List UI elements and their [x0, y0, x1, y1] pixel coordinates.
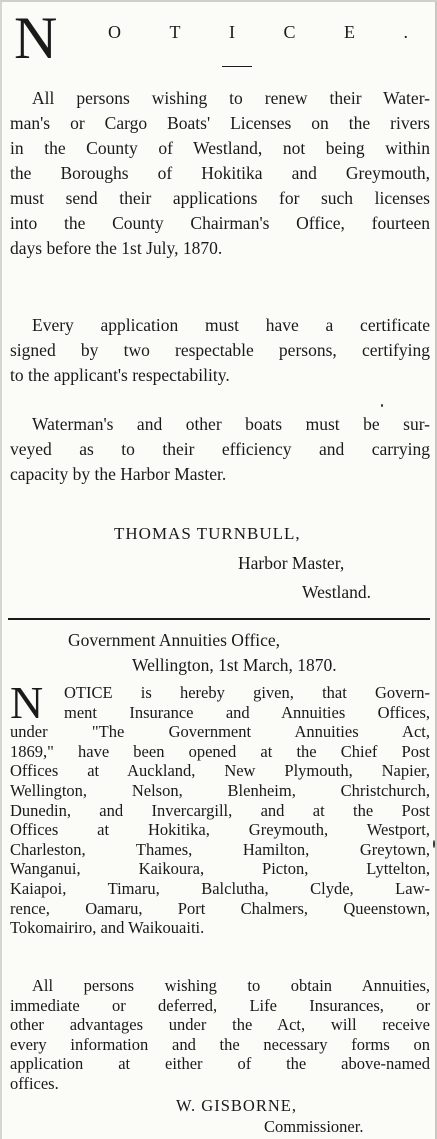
notice-heading-letters: [108, 22, 408, 43]
heading-letter: E: [343, 22, 355, 42]
text-line: must send their applications for such licenses: [10, 188, 430, 208]
text-line: 1869," have been opened at the Chief Post: [10, 741, 430, 761]
left-border: [0, 0, 2, 1139]
text-line: Wellington, Nelson, Blenheim, Christchurch,: [10, 780, 430, 800]
print-speck: [433, 840, 435, 848]
text-line: to the applicant's respectability.: [10, 365, 230, 385]
text-line: under "The Government Annuities Act,: [10, 722, 430, 742]
heading-letter: O: [108, 22, 121, 42]
text-line: into the County Chairman's Office, fourteen: [10, 213, 430, 233]
text-line: immediate or deferred, Life Insurances, or: [10, 995, 430, 1015]
text-line: Kaiapoi, Timaru, Balclutha, Clyde, Law-: [10, 878, 430, 898]
annuities-dateline: Wellington, 1st March, 1870.: [132, 655, 337, 675]
text-line: in the County of Westland, not being within: [10, 138, 430, 158]
heading-letter: I: [228, 22, 235, 42]
text-line: All persons wishing to renew their Water-: [32, 88, 430, 108]
text-line: capacity by the Harbor Master.: [10, 464, 227, 484]
commissioner-title: Commissioner.: [264, 1117, 364, 1136]
signatory-title: Harbor Master,: [238, 553, 345, 573]
signatory-place: Westland.: [302, 582, 372, 602]
text-line: the Boroughs of Hokitika and Greymouth,: [10, 163, 430, 183]
text-line: other advantages under the Act, will receive: [10, 1015, 430, 1035]
text-line: Offices at Hokitika, Greymouth, Westport,: [10, 820, 430, 840]
text-line: signed by two respectable persons, certifying: [10, 340, 430, 360]
heading-letter: T: [169, 22, 181, 42]
annuities-closing: [10, 976, 430, 1094]
section-divider: [8, 618, 430, 620]
text-line: Every application must have a certificate: [32, 315, 430, 335]
text-line: Offices at Auckland, New Plymouth, Napier,: [10, 761, 430, 781]
text-line: veyed as to their efficiency and carrying: [10, 439, 430, 459]
text-line: Waterman's and other boats must be sur-: [32, 414, 430, 434]
heading-letter: C: [283, 22, 296, 42]
commissioner-name: W. GISBORNE,: [176, 1096, 297, 1115]
notice-paragraph-survey: [10, 412, 430, 487]
notice-heading: [8, 5, 428, 71]
annuities-body: [10, 677, 430, 938]
text-line: Wanganui, Kaikoura, Picton, Lyttelton,: [10, 859, 430, 879]
text-line: application at either of the above-named: [10, 1054, 430, 1074]
text-line: Tokomairiro, and Waikouaiti.: [10, 918, 205, 938]
notice-paragraph-certificate: [10, 313, 430, 388]
text-line: man's or Cargo Boats' Licenses on the rivers: [10, 113, 430, 133]
text-line: Charleston, Thames, Hamilton, Greytown,: [10, 839, 430, 859]
text-line: days before the 1st July, 1870.: [10, 238, 223, 258]
top-border: [0, 0, 437, 2]
heading-rule: [222, 66, 252, 67]
heading-letter: .: [403, 22, 408, 42]
text-line: every information and the necessary forms on: [10, 1034, 430, 1054]
annuities-dropcap: N: [10, 677, 44, 728]
notice-dropcap: N: [14, 5, 58, 71]
notice-paragraph-licenses: [10, 86, 430, 261]
text-line: rence, Oamaru, Port Chalmers, Queenstown,: [10, 898, 430, 918]
text-line: offices.: [10, 1073, 59, 1093]
text-line: ment Insurance and Annuities Offices,: [64, 702, 430, 722]
text-line: Dunedin, and Invercargill, and at the Post: [10, 800, 430, 820]
text-line: All persons wishing to obtain Annuities,: [32, 976, 430, 995]
text-line: OTICE is hereby given, that Govern-: [64, 683, 430, 702]
annuities-office-heading: Government Annuities Office,: [68, 630, 281, 650]
signatory-name: THOMAS TURNBULL,: [114, 524, 301, 543]
print-speck: [381, 404, 383, 407]
